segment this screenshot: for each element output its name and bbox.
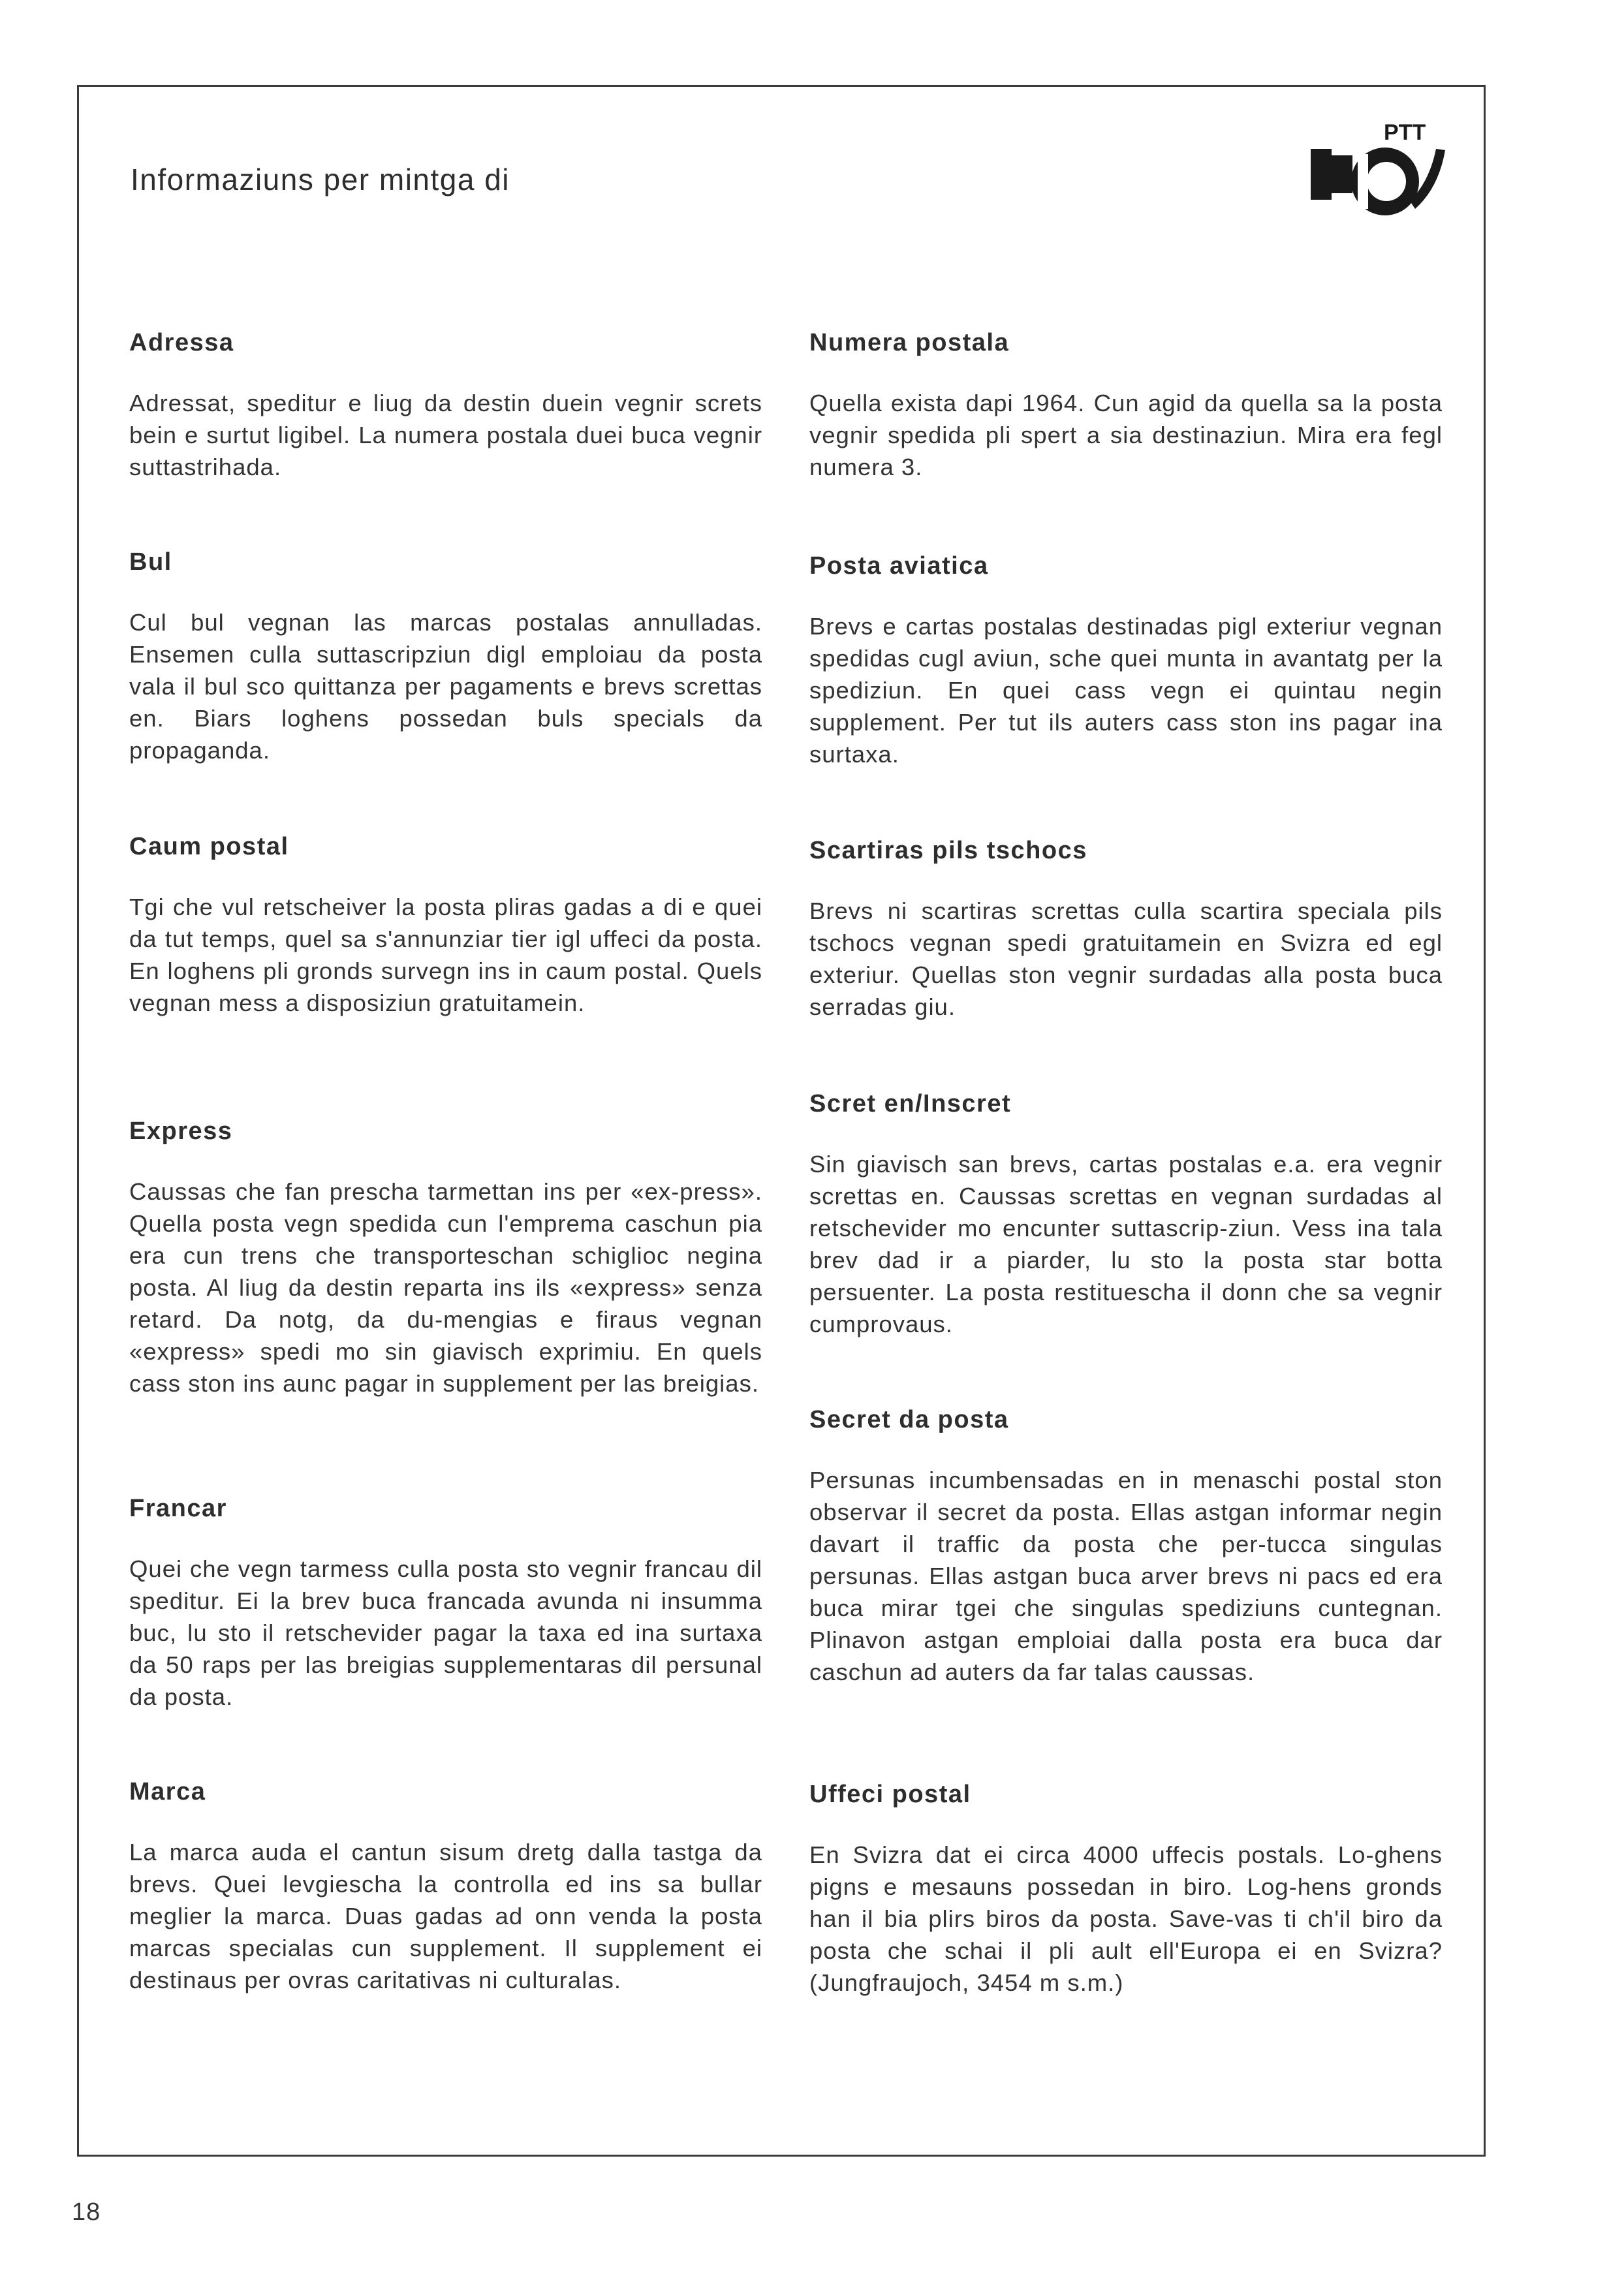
section-secret-da-posta — [809, 1403, 1443, 1688]
section-heading: Scret en/Inscret — [809, 1090, 1012, 1117]
section-body: La marca auda el cantun sisum dretg dalla tastga da brevs. Quei levgiescha la controlla ed ins sa bullar meglier la marca. Duas gadas ad onn venda la posta marcas specialas cun supplement. Il supplement ei destinaus per ovras caritativas ni culturalas. — [129, 1839, 762, 1993]
posthorn-icon — [1305, 116, 1449, 227]
section-heading: Francar — [129, 1495, 227, 1522]
section-uffeci-postal — [809, 1778, 1443, 1999]
section-marca — [129, 1775, 762, 1996]
section-adressa — [129, 326, 762, 483]
section-body: Quei che vegn tarmess culla posta sto vegnir francau dil speditur. Ei la brev buca francada avunda ni insumma buc, lu sto il retschevider pagar la taxa ed ina surtaxa da 50 raps per las breigias supplementaras dil persunal da posta. — [129, 1555, 762, 1710]
logo-text: PTT — [1384, 120, 1426, 145]
section-scartiras-pils-tschocs — [809, 834, 1443, 1023]
section-body: Brevs ni scartiras screttas culla scartira speciala pils tschocs vegnan spedi gratuitamein en Svizra ed egl exteriur. Quellas ston vegnir surdadas alla posta buca serradas giu. — [809, 898, 1443, 1020]
section-body: Cul bul vegnan las marcas postalas annulladas. Ensemen culla suttascripziun digl emploiau da posta vala il bul sco quittanza per pagaments e brevs screttas en. Biars loghens possedan buls specials da propaganda. — [129, 609, 762, 764]
section-body: En Svizra dat ei circa 4000 uffecis postals. Lo-ghens pigns e mesauns possedan in biro. Log-hens gronds han il bia plirs biros da posta. Save-vas ti ch'il biro da posta che schai il pli ault ell'Europa ei en Svizra? (Jungfraujoch, 3454 m s.m.) — [809, 1841, 1443, 1996]
ptt-posthorn-logo — [1305, 116, 1449, 227]
section-body: Persunas incumbensadas en in menaschi postal ston observar il secret da posta. Ellas astgan informar negin davart il traffic da posta che per-tucca singulas persunas. Ellas astgan buca arver brevs ni pacs ed era buca mirar tgei che singulas spediziuns cuntegnan. Plinavon astgan emploiai dalla posta era buca dar caschun ad auters da far talas caussas. — [809, 1467, 1443, 1685]
section-express — [129, 1115, 762, 1399]
section-francar — [129, 1492, 762, 1713]
section-heading: Scartiras pils tschocs — [809, 837, 1087, 864]
page-number: 18 — [72, 2198, 101, 2226]
section-scret-en-inscret — [809, 1087, 1443, 1340]
section-body: Sin giavisch san brevs, cartas postalas e.a. era vegnir screttas en. Caussas screttas en vegnan surdadas al retschevider mo encunter suttascrip-ziun. Vess ina tala brev dad ir a piarder, lu sto la posta star botta persuenter. La posta restituescha il donn che sa vegnir cumprovaus. — [809, 1151, 1443, 1337]
section-heading: Uffeci postal — [809, 1781, 971, 1808]
section-body: Brevs e cartas postalas destinadas pigl exteriur vegnan spedidas cugl aviun, sche quei munta in avantatg per la spediziun. En quei cass vegn ei quintau negin supplement. Per tut ils auters cass ston ins pagar ina surtaxa. — [809, 613, 1443, 768]
section-heading: Marca — [129, 1778, 206, 1805]
section-numera-postala — [809, 326, 1443, 483]
section-body: Adressat, speditur e liug da destin duein vegnir screts bein e surtut ligibel. La numera postala duei buca vegnir suttastrihada. — [129, 390, 762, 480]
section-bul — [129, 546, 762, 766]
section-heading: Posta aviatica — [809, 552, 989, 580]
section-heading: Adressa — [129, 329, 234, 356]
page-title: Informaziuns per mintga di — [131, 163, 510, 196]
section-body: Quella exista dapi 1964. Cun agid da quella sa la posta vegnir spedida pli spert a sia destinaziun. Mira era fegl numera 3. — [809, 390, 1443, 480]
section-heading: Secret da posta — [809, 1406, 1009, 1433]
section-heading: Express — [129, 1117, 233, 1145]
section-posta-aviatica — [809, 550, 1443, 770]
section-body: Caussas che fan prescha tarmettan ins per «ex-press». Quella posta vegn spedida cun l'emprema caschun pia era cun trens che transporteschan schiglioc negina posta. Al liug da destin reparta ins ils «express» senza retard. Da notg, da du-mengias e firaus vegnan «express» spedi mo sin giavisch exprimiu. En quels cass ston ins aunc pagar in supplement per las breigias. — [129, 1178, 762, 1397]
section-heading: Bul — [129, 548, 172, 576]
section-heading: Caum postal — [129, 833, 289, 860]
section-caum-postal — [129, 830, 762, 1019]
section-body: Tgi che vul retscheiver la posta pliras gadas a di e quei da tut temps, quel sa s'annunziar tier igl uffeci da posta. En loghens pli gronds survegn ins in caum postal. Quels vegnan mess a disposiziun gratuitamein. — [129, 894, 762, 1016]
section-heading: Numera postala — [809, 329, 1010, 356]
